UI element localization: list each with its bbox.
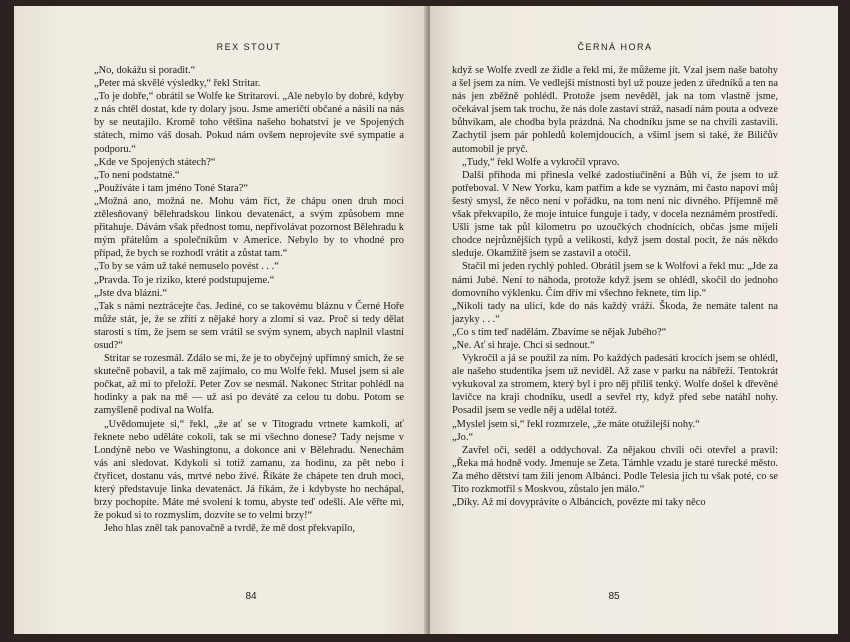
paragraph: Stačil mi jeden rychlý pohled. Obrátil jsem se k Wolfovi a řekl mu: „Jde za námi Jubé. Není to náhoda, protože když jsem se ohlédl, skočil do jednoho domovního výklenku. Čím dřív mi všechno řeknete, tím líp.“ <box>452 261 778 299</box>
paragraph: „Co s tím teď nadělám. Zbavíme se nějak Jubého?“ <box>452 326 667 338</box>
paragraph: Další příhoda mi přinesla velké zadostiučinění a Bůh ví, že jsem to už potřeboval. V New Yorku, kam patřím a kde se vyznám, mi často napoví můj šestý smysl, že něco není v pořádku, na tom není nic divného. Příjemně mě však překvapilo, že moje intuice funguje i tady, v docela neznámém prostředí. Ušli jsme tak půl kilometru po uzoučkých chodnících, občas jsme míjeli chodce nejrůznějších typů a velikostí, když jsem dostal pocit, že nás někdo sleduje. Okamžitě jsem se zastavil a otočil. <box>452 169 778 260</box>
paragraph: „Uvědomujete si,“ řekl, „že ať se v Titogradu vrtnete kamkoli, ať řeknete nebo uděláte cokoli, tak se mi všechno donese? Tady nejsme v Londýně nebo ve Washingtonu, a dokonce ani v Bělehradu. Nenechám vás ani sledovat. Kdykoli si totiž zamanu, za hodinu, za pět nebo i čtyřicet, dostanu vás, mrtvé nebo živé. Říkáte že chápete ten druh moci, který představuje linka devatenáct. Já říkám, že i kdybyste ho nechápal, brzy pochopíte. Máte mé svolení k tomu, abyste teď odešli. Ale věřte mi, že pokud si to rozmyslím, dozvíte se to velmi brzy!“ <box>94 418 404 522</box>
page-number: 84 <box>245 591 257 602</box>
paragraph: „Jo.“ <box>452 431 474 443</box>
paragraph: „To není podstatné.“ <box>94 169 180 181</box>
paragraph: „Nikoli tady na ulici, kde do nás každý vráží. Škoda, že nemáte talent na jazyky . . .“ <box>452 300 778 325</box>
paragraph: „Myslel jsem si,“ řekl rozmrzele, „že máte otužilejší nohy.“ <box>452 418 700 430</box>
left-page-text <box>94 64 404 535</box>
left-page <box>14 6 428 634</box>
right-page <box>430 6 838 634</box>
paragraph: „Používáte i tam jméno Toné Stara?“ <box>94 182 249 194</box>
paragraph: „Možná ano, možná ne. Mohu vám říct, že chápu onen druh moci ztělesňovaný bělehradskou linkou devatenáct, a svým způsobem mne přitahuje. Dávám však přednost tomu, nepřivolávat pozornost Bělehradu k mým přátelům a společníkům v Americe. Nebylo by to vhodné pro případ, že bych se rozhodl vrátit a zůstat tam.“ <box>94 195 404 260</box>
paragraph: „Pravda. To je riziko, které podstupujeme.“ <box>94 274 275 286</box>
paragraph: Jeho hlas zněl tak panovačně a tvrdě, že mě dost překvapilo, <box>104 523 356 535</box>
paragraph: „To by se vám už také nemuselo povést . . .“ <box>94 261 279 273</box>
paragraph: „Tudy,“ řekl Wolfe a vykročil vpravo. <box>462 156 620 168</box>
paragraph: „Peter má skvělé výsledky,“ řekl Stritar. <box>94 78 261 90</box>
page-number: 85 <box>608 591 620 602</box>
right-page-text <box>452 64 778 509</box>
running-head-title: ČERNÁ HORA <box>577 42 653 52</box>
paragraph: „To je dobře,“ obrátil se Wolfe ke Stritarovi. „Ale nebylo by dobré, kdyby z nás chtěl dostat, kde ty dolary jsou. Jsme američtí občané a násilí na nás by se neutajilo. Kromě toho většina našeho bohatství je ve Spojených státech, mimo váš dosah. Pokud nám ovšem neprojevíte své sympatie a podporu.“ <box>94 91 404 155</box>
paragraph: „No, dokážu si poradit.“ <box>94 65 196 76</box>
paragraph: Vykročil a já se použil za ním. Po každých padesáti krocích jsem se ohlédl, ale našeho studentíka jsem už neviděl. Až zase v parku na nábřeží. Tentokrát vykukoval za stromem, který byl i pro něj příliš tenký. Wolfe došel k dřevěné lavičce na kraji chodníku, usedl a sevřel rty, když před sebe natáhl nohy. Posadil jsem se vedle něj a udělal totéž. <box>452 353 778 417</box>
paragraph: Zavřel oči, seděl a oddychoval. Za nějakou chvíli oči otevřel a pravil: „Řeka má hodně vody. Jmenuje se Zeta. Támhle vzadu je staré turecké město. Za mého dětství tam žili jenom Albánci. Podle Telesia jich tu však poté, co se Tito rozkmotřil s Moskvou, zůstalo jen málo.“ <box>452 444 778 495</box>
paragraph: Stritar se rozesmál. Zdálo se mi, že je to obyčejný upřímný smích, že se skutečně pobavil, a tak mě zajímalo, co mu Wolfe řekl. Musel jsem si ale počkat, až mi to přeloží. Peter Zov se nesmál. Nakonec Stritar pohlédl na hodinky a pak na mě — už asi po deváté za celou tu dobu. Potom se zamyšleně podíval na Wolfa. <box>94 353 404 417</box>
paragraph: když se Wolfe zvedl ze židle a řekl mi, že můžeme jít. Vzal jsem naše batohy a šel jsem za ním. Ve vedlejší místnosti byl už pouze jeden z úředníků a ten na nás jen zběžně pohlédl. Protože jsem nevěděl, jak na tom vlastně jsme, očekával jsem tak trochu, že nás dole zastaví stráž, nasadí nám pouta a odveze bůhvíkam, ale chodba byla prázdná. Na chodníku jsme se na chvíli zastavili. Zachytil jsem pár pohledů kolemjdoucích, a všiml jsem si také, že Biličův automobil je pryč. <box>452 65 778 155</box>
paragraph: „Tak s námi neztrácejte čas. Jediné, co se takovému bláznu v Černé Hoře může stát, je, že se zřítí z nějaké hory a zlomí si vaz. Proč si tedy dělat starosti s tím, že jsem se sem vrátil se svým synem, abych naplnil vlastní osud?“ <box>94 300 404 351</box>
paragraph: „Kde ve Spojených státech?“ <box>94 156 216 168</box>
paragraph: „Jste dva blázni.“ <box>94 287 167 299</box>
paragraph: „Ne. Ať si hraje. Chci si sednout.“ <box>452 339 595 351</box>
paragraph: „Díky. Až mi dovyprávíte o Albáncích, povězte mi taky něco <box>452 497 706 509</box>
running-head-author: REX STOUT <box>216 42 282 52</box>
